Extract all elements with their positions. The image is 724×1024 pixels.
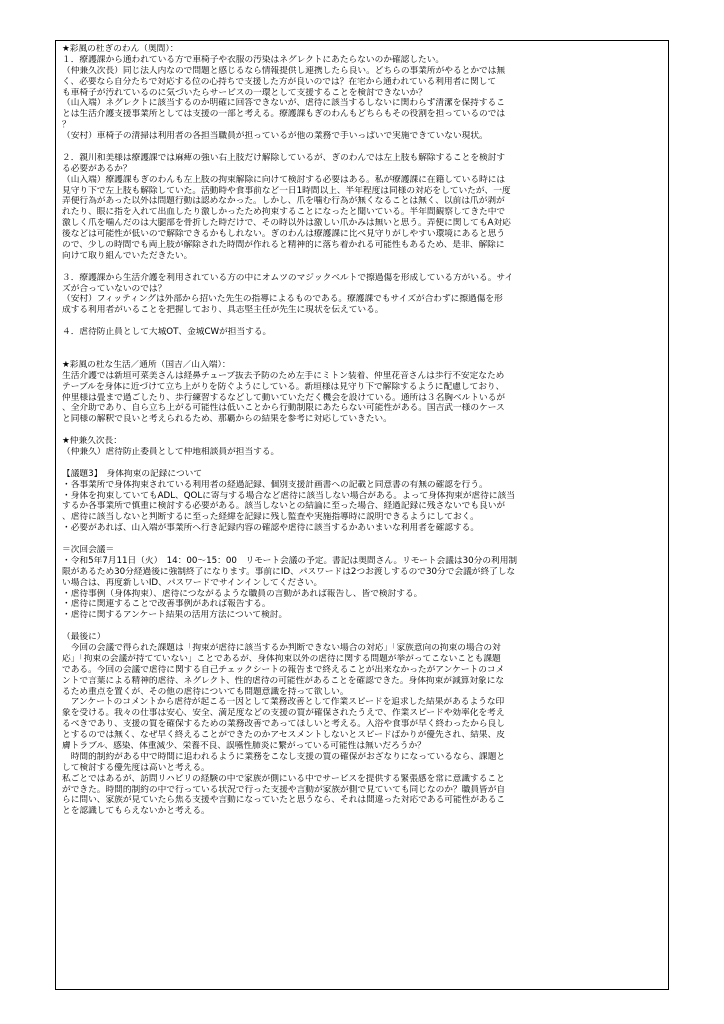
section-spacer [62, 262, 662, 273]
text-line: ので、少しの時間でも両上肢が解除された時間が作れると精神的に落ち着かれる可能性もあるため、是非、解除に [62, 240, 505, 251]
text-line: 弄便行為があった以外は問題行動は認めなかった。しかし、爪を噛む行為が無くなることは無く、以前は爪が剥が [62, 196, 505, 207]
text-line: い場合は、再度新しいID、パスワードでサインインしてください。 [62, 577, 323, 588]
text-line: して検討する優先度は高いと考える。 [62, 762, 210, 773]
text-line: 今回の会議で得られた課題は「拘束が虐待に該当するか判断できない場合の対応」「家族意向の拘束の場合の対 [62, 642, 501, 653]
document-section [62, 545, 662, 621]
text-line: ・令和5年7月11日（火） 14：00～15：00 リモート会議の予定。書記は奥間さん。リモート会議は30分の利用制 [62, 555, 518, 566]
text-line: 時間的制約がある中で時間に追われるように業務をこなし支援の質の確保がおざなりになっているなら、課題と [62, 751, 506, 762]
text-line: 私ごとではあるが、訪問リハビリの経験の中で家族が側にいる中でサービスを提供する緊張感を常に意識すること [62, 773, 505, 784]
text-line: ★彩風の杜ぎのわん（奥間）： [62, 44, 179, 54]
text-line: 応」「拘束の会議が持てていない」ことであるが、身体拘束以外の虐待に関する問題が挙がってこないことも課題 [62, 653, 501, 664]
document-frame [55, 40, 669, 990]
text-line: ★仲兼久次長： [62, 436, 122, 447]
text-line: ３．療護課から生活介護を利用されている方の中にオムツのマジックベルトで擦過傷を形成している方がいる。サイ [62, 272, 514, 283]
text-line: れたり、眼に指を入れて出血したり激しかったため拘束することになったと聞いている。半年間観察してきた中で [62, 207, 506, 218]
text-line: １．療護課から通われている方で車椅子や衣服の汚染はネグレクトにあたらないのか確認したい。 [62, 54, 445, 65]
text-line: と同様の解釈で良いと考えられるため、那覇からの結果を参考に対応していきたい。 [62, 414, 392, 425]
section-spacer [62, 534, 662, 545]
section-spacer [62, 142, 662, 153]
text-line: ★彩風の杜な生活／通所（国吉／山入端）： [62, 359, 231, 370]
text-line: も車椅子が汚れているのに気づいたらサービスの一環として支援することを検討できないか？ [62, 87, 427, 98]
text-line: 後などは可能性が低いので解除できるかもしれない。ぎのわんは療護課に比べ見守りがしやすい環境にあると思う [62, 229, 506, 240]
text-line: 仲里様は畳まで過ごしたり、歩行練習するなどして動いていただく機会を設けている。通所は３名胸ベルトいるが [62, 392, 506, 403]
text-line: （安村）フィッティングは外部から招いた先生の指導によるものである。療護課でもサイズが合わずに擦過傷を形 [62, 294, 503, 305]
document-section [62, 632, 662, 817]
text-line: ができた。時間的制約の中で行っている状況で行った支援や言動が家族が側で見ていても同じなのか？職員皆が自 [62, 784, 506, 795]
text-line: （山入端）療護課もぎのわんも左上肢の拘束解除に向けて検討する必要はある。私が療護課に在籍している時には [62, 174, 506, 185]
text-line: 膚トラブル、感染、体重減少、栄養不良、誤嚥性肺炎に繋がっている可能性は無いだろうか？ [62, 741, 426, 751]
text-line: （安村）車椅子の清掃は利用者の各担当職員が担っているが他の業務で手いっぱいで実施できていない現状。 [62, 131, 488, 142]
text-line: ２．親川和美様は療護課では麻痺の強い右上肢だけ解除しているが、ぎのわんでは左上肢も解除することを検討す [62, 152, 506, 163]
document-section [62, 436, 662, 458]
text-line: ・虐待に関連することで改善事例があれば報告する。 [62, 599, 271, 610]
text-line: る必要があるか？ [62, 163, 132, 174]
text-line: 限があるため30分経過後に強制終了になります。事前にID、パスワードは2つお渡しするので30分で会議が終了しな [62, 566, 516, 577]
section-spacer [62, 316, 662, 327]
text-line: ＝次回会議＝ [62, 544, 115, 555]
text-line: 向けて取り組んでいただきたい。 [62, 250, 193, 261]
text-line: ズが合っていないのでは？ [62, 283, 167, 294]
text-line: らに問い、家族が見ていたら焦る支援や言動になっていたと思うなら、それは間違った対応である可能性があるこ [62, 795, 506, 806]
text-line: とするのでは無く、なぜ早く終えることができたのかアセスメントしないとスピードばかりが優先され、結果、皮 [62, 730, 505, 741]
text-line: 激しく爪を噛んだのは大腿部を骨折した時だけで、その時以外は激しい爪かみは無いと思う。弄便に関してもA対応 [62, 218, 511, 229]
text-line: である。今回の会議で虐待に関する自己チェックシートの報告まで終えることが出来なかったがアンケートのコメ [62, 664, 505, 675]
text-line: く、必要なら自分たちで対応する位の心持ちで支援した方が良いのでは？在宅から通われている利用者に関して [62, 76, 497, 87]
text-line: 生活介護では新垣可菜美さんは経鼻チューブ抜去予防のため左手にミトン装着、仲里花音さんは歩行不安定なため [62, 370, 505, 381]
text-line: ・身体を拘束していてもADL、QOLに寄与する場合など虐待に該当しない場合がある。よって身体拘束が虐待に該当 [62, 490, 515, 501]
document-section [62, 360, 662, 425]
document-section [62, 327, 662, 338]
text-line: （最後に） [62, 632, 106, 643]
text-line: テーブルを身体に近づけて立ち上がりを防ぐようにしている。新垣様は見守り下で解除するように配慮しており、 [62, 381, 505, 392]
section-spacer [62, 338, 662, 349]
text-line: （仲兼久次長）同じ法人内なので問題と感じるなら情報提供し連携したら良い。どちらの事業所がやるとかでは無 [62, 65, 506, 76]
section-spacer [62, 425, 662, 436]
document-section [62, 469, 662, 534]
text-line: ントで言葉による精神的虐待、ネグレクト、性的虐待の可能性があることを確認できた。身体拘束が減算対象にな [62, 675, 505, 686]
text-line: 成する利用者がいることを把握しており、具志堅主任が先生に現状を伝えている。 [62, 305, 384, 316]
text-line: るべきであり、支援の質を確保するための業務改善であってほしいと考える。入浴や食事が早く終わったから良し [62, 719, 505, 730]
text-line: ４．虐待防止員として大城OT、金城CWが担当する。 [62, 327, 272, 338]
text-line: （山入端）ネグレクトに該当するのか明確に回答できないが、虐待に該当するしないに関わらず清潔を保持するこ [62, 98, 505, 109]
text-line: ・虐待に関するアンケート結果の活用方法について検討。 [62, 610, 288, 621]
document-section [62, 273, 662, 317]
section-spacer [62, 621, 662, 632]
text-line: ・必要があれば、山入端が事業所へ行き記録内容の確認や虐待に該当するかあいまいな利用者を確認する。 [62, 523, 479, 534]
text-line: とは生活介護支援事業所としては支援の一部と考える。療護課もぎのわんもどちらもその役割を担っているのでは [62, 109, 506, 120]
text-line: ？ [62, 120, 71, 131]
text-line: 見守り下で左上肢も解除していた。活動時や食事前など一日1時間以上、半年程度は同様の対応をしていたが、一度 [62, 185, 511, 196]
section-spacer [62, 458, 662, 469]
text-line: （仲兼久）虐待防止委員として仲地相談員が担当する。 [62, 446, 280, 457]
text-line: アンケートのコメントから虐待が起こる一因として業務改善として作業スピードを追求した結果があるような印 [62, 697, 505, 708]
document-section [62, 44, 662, 142]
text-line: 【議題3】 身体拘束の記録について [62, 468, 203, 479]
document-section [62, 153, 662, 262]
text-line: ・虐待事例（身体拘束）、虐待につながるような職員の言動があれば報告し、皆で検討する。 [62, 588, 423, 599]
text-line: ・各事業所で身体拘束されている利用者の経過記録、個別支援計画書への記載と同意書の有無の確認を行う。 [62, 479, 488, 490]
text-line: するか各事業所で慎重に検討する必要がある。該当しないとの結論に至った場合、経過記録に残さないでも良いが [62, 501, 506, 512]
text-line: 、全介助であり、自ら立ち上がる可能性は低いことから行動制限にあたらない可能性がある。国吉武一様のケース [62, 403, 505, 414]
text-line: とを認識してもらえないかと考える。 [62, 806, 210, 817]
text-line: 象を受ける。我々の仕事は安心、安全、満足度などの支援の質が確保されたうえで、作業スピードや効率化を考え [62, 708, 505, 719]
text-line: るため重点を置くが、その他の虐待についても問題意識を持って欲しい。 [62, 686, 349, 697]
section-spacer [62, 349, 662, 360]
text-line: 、虐待に該当しないと判断するに至った経緯を記録に残し監査や実施指導時に説明できるようにしておく。 [62, 512, 479, 523]
